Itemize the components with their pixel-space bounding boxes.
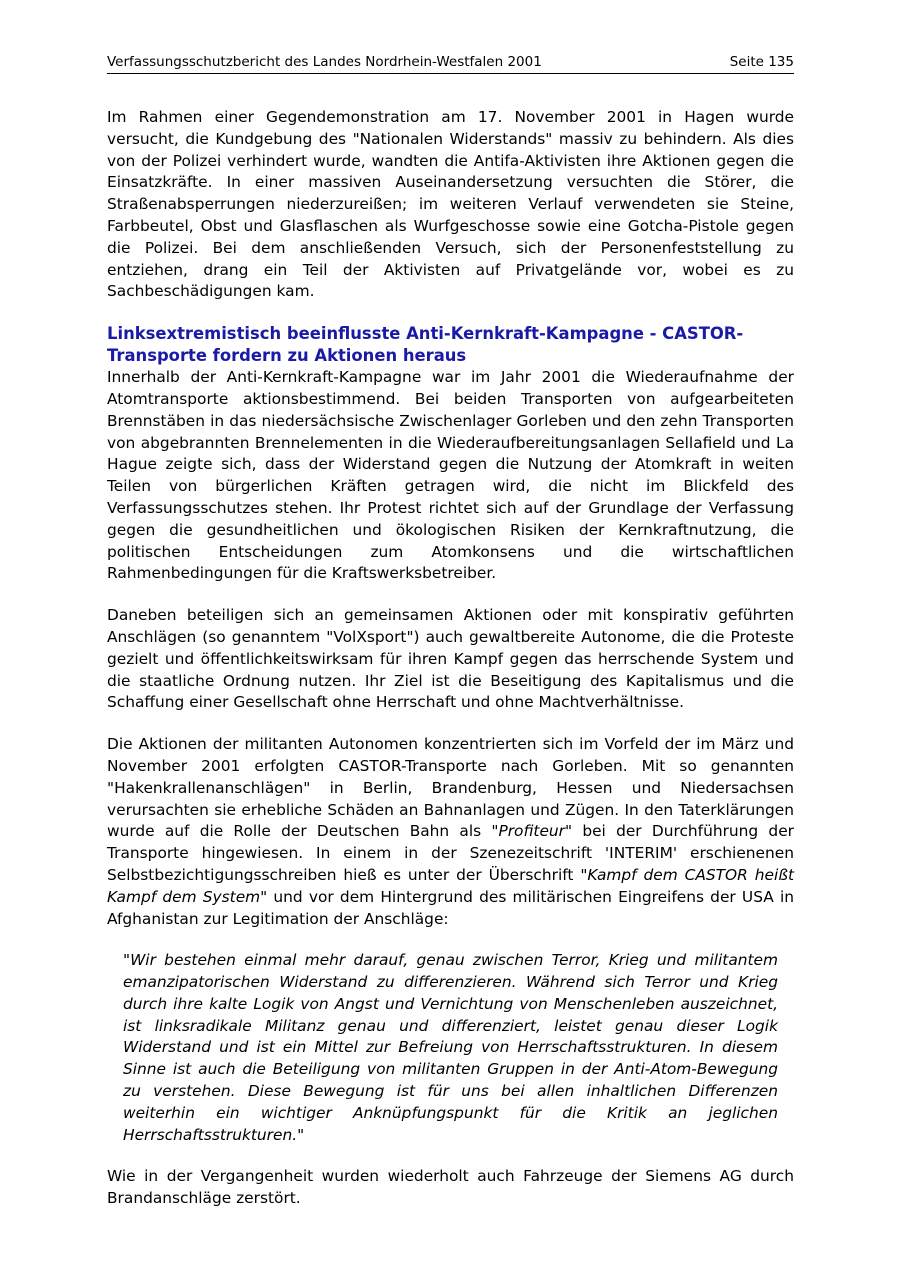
paragraph-aktionen-text-3: " und vor dem Hintergrund des militärischen Eingreifens der USA in Afghanistan zur Legitimation der Anschläge:: [107, 887, 794, 928]
paragraph-siemens: Wie in der Vergangenheit wurden wiederholt auch Fahrzeuge der Siemens AG durch Brandanschläge zerstört.: [107, 1167, 794, 1208]
paragraph-aktionen-text-2: " bei der Durchführung der Transporte hingewiesen. In einem in der Szenezeitschrift 'INTERIM' erschienenen Selbstbezichtigungsschreiben hieß es unter der Überschrift ": [107, 822, 794, 884]
section-heading: Linksextremistisch beeinflusste Anti-Kernkraft-Kampagne - CASTOR-Transporte fordern zu Aktionen heraus: [107, 324, 744, 366]
block-quote: "Wir bestehen einmal mehr darauf, genau zwischen Terror, Krieg und militantem emanzipatorischen Widerstand zu differenzieren. Während sich Terror und Krieg durch ihre kalte Logik von Angst und Vernichtung von Menschenleben auszeichnet, ist linksradikale Militanz genau und differenziert, leistet genau dieser Logik Widerstand und ist ein Mittel zur Befreiung von Herrschaftsstrukturen. In diesem Sinne ist auch die Beteiligung von militanten Gruppen in der Anti-Atom-Bewegung zu verstehen. Diese Bewegung ist für uns bei allen inhaltlichen Differenzen weiterhin ein wichtiger Anknüpfungspunkt für die Kritik an jeglichen Herrschaftsstrukturen.": [123, 951, 778, 1144]
paragraph-autonome: Daneben beteiligen sich an gemeinsamen Aktionen oder mit konspirativ geführten Anschlägen (so genanntem "VolXsport") auch gewaltbereite Autonome, die die Proteste gezielt und öffentlichkeitswirksam für ihren Kampf gegen das herrschende System und die staatliche Ordnung nutzen. Ihr Ziel ist die Beseitigung des Kapitalismus und die Schaffung einer Gesellschaft ohne Herrschaft und ohne Machtverhältnisse.: [107, 606, 794, 712]
paragraph-anti-kernkraft: Innerhalb der Anti-Kernkraft-Kampagne war im Jahr 2001 die Wiederaufnahme der Atomtransporte aktionsbestimmend. Bei beiden Transporten von aufgearbeiteten Brennstäben in das niedersächsische Zwischenlager Gorleben und den zehn Transporten von abgebrannten Brennelementen in die Wiederaufbereitungsanlagen Sellafield und La Hague zeigte sich, dass der Widerstand gegen die Nutzung der Atomkraft in weiten Teilen von bürgerlichen Kräften getragen wird, die nicht im Blickfeld des Verfassungsschutzes stehen. Ihr Protest richtet sich auf der Grundlage der Verfassung gegen die gesundheitlichen und ökologischen Risiken der Kernkraftnutzung, die politischen Entscheidungen zum Atomkonsens und die wirtschaftlichen Rahmenbedingungen für die Kraftswerksbetreiber.: [107, 368, 794, 583]
italic-castor-headline: Kampf dem CASTOR heißt Kampf dem System: [107, 865, 794, 906]
page-number: Seite 135: [729, 54, 794, 70]
paragraph-hagen: Im Rahmen einer Gegendemonstration am 17. November 2001 in Hagen wurde versucht, die Kundgebung des "Nationalen Widerstands" massiv zu behindern. Als dies von der Polizei verhindert wurde, wandten die Antifa-Aktivisten ihre Aktionen gegen die Einsatzkräfte. In einer massiven Auseinandersetzung versuchten die Störer, die Straßenabsperrungen niederzureißen; im weiteren Verlauf verwendeten sie Steine, Farbbeutel, Obst und Glasflaschen als Wurfgeschosse sowie eine Gotcha-Pistole gegen die Polizei. Bei dem anschließenden Versuch, sich der Personenfeststellung zu entziehen, drang ein Teil der Aktivisten auf Privatgelände vor, wobei es zu Sachbeschädigungen kam.: [107, 108, 794, 301]
paragraph-aktionen-text-1: Die Aktionen der militanten Autonomen konzentrierten sich im Vorfeld der im März und November 2001 erfolgten CASTOR-Transporte nach Gorleben. Mit so genannten "Hakenkrallenanschlägen" in Berlin, Brandenburg, Hessen und Niedersachsen verursachten sie erhebliche Schäden an Bahnanlagen und Zügen. In den Taterklärungen wurde auf die Rolle der Deutschen Bahn als ": [107, 735, 794, 841]
page-header: [107, 53, 794, 74]
paragraph-aktionen: [107, 734, 794, 930]
italic-profiteur: Profiteur: [498, 822, 566, 841]
page-content: [107, 107, 794, 1210]
header-title: Verfassungsschutzbericht des Landes Nordrhein-Westfalen 2001: [107, 54, 542, 70]
